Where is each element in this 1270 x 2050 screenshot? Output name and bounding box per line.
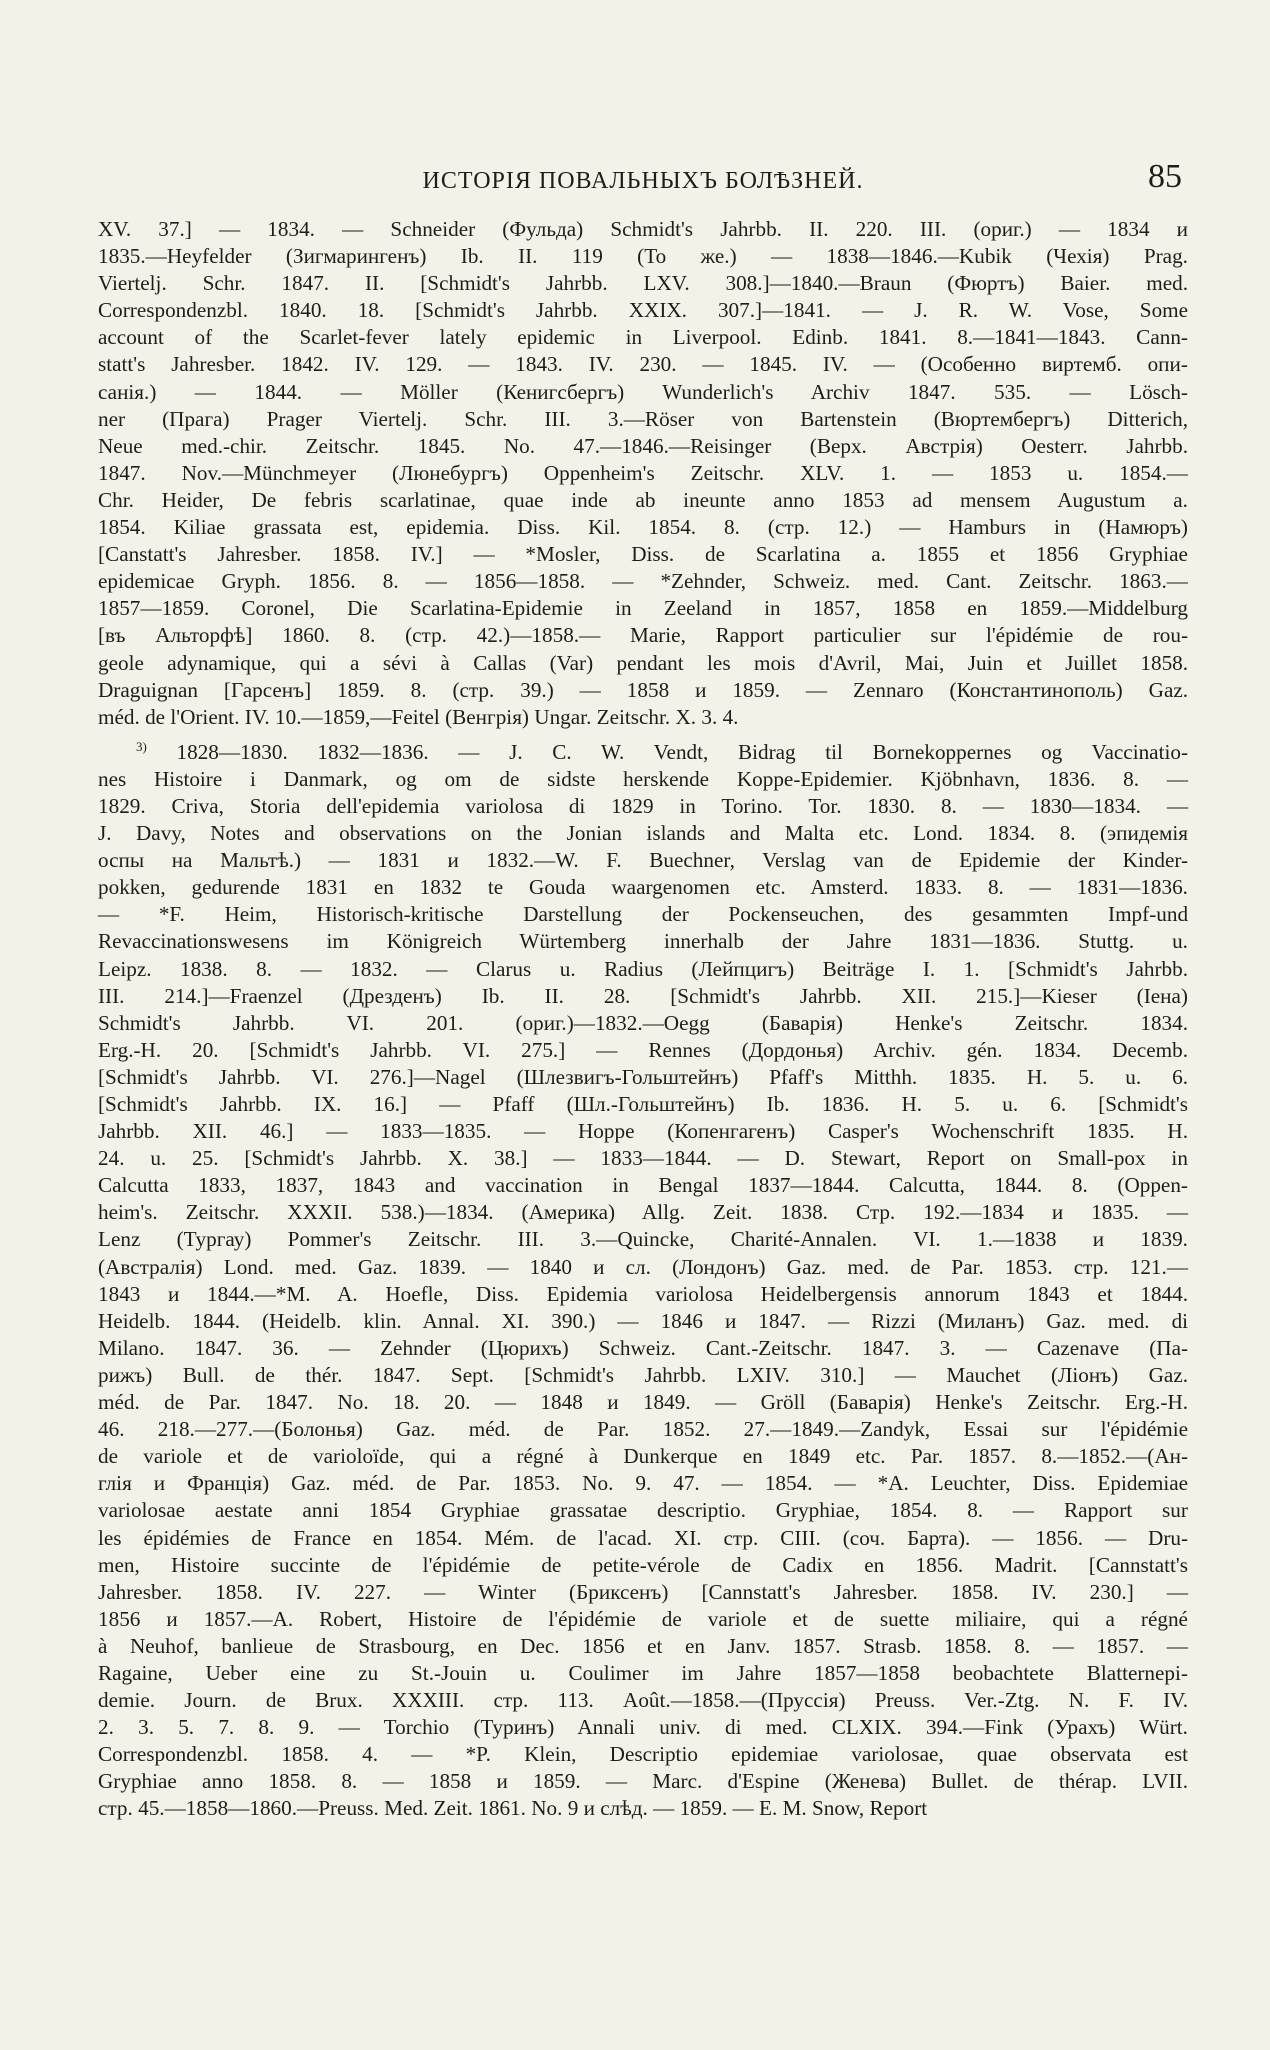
line-text: глія и Франція) Gaz. méd. de Par. 1853. No. 9. 47. — 1854. — *A. Leuchter, Diss. Epidemiae	[98, 1471, 1189, 1496]
line-text: Ragaine, Ueber eine zu St.-Jouin u. Coulimer im Jahre 1857—1858 beobachtete Blatternepi-	[98, 1660, 1188, 1685]
text-line	[98, 1037, 1188, 1064]
line-text: санія.) — 1844. — Möller (Кенигсбергъ) Wunderlich's Archiv 1847. 535. — Lösch-	[98, 379, 1188, 404]
text-line	[98, 595, 1188, 622]
line-text: оспы на Мальтѣ.) — 1831 и 1832.—W. F. Buechner, Verslag van de Epidemie der Kinder-	[98, 848, 1189, 873]
line-text: — *F. Heim, Historisch-kritische Darstellung der Pockenseuchen, des gesammten Impf-und	[98, 902, 1189, 927]
text-line	[98, 379, 1188, 406]
text-line	[98, 216, 1188, 243]
line-text: 2. 3. 5. 7. 8. 9. — Torchio (Туринъ) Annali univ. di med. CLXIX. 394.—Fink (Урахъ) Würt.	[98, 1715, 1188, 1740]
line-text: Erg.-H. 20. [Schmidt's Jahrbb. VI. 275.] — Rennes (Дордонья) Archiv. gén. 1834. Decemb.	[98, 1037, 1189, 1062]
line-text: account of the Scarlet-fever lately epidemic in Liverpool. Edinb. 1841. 8.—1841—1843. Cann-	[98, 325, 1188, 350]
text-line	[98, 324, 1188, 351]
text-line	[98, 351, 1188, 378]
text-line	[98, 1714, 1188, 1741]
line-text: 1847. Nov.—Münchmeyer (Люнебургъ) Oppenheim's Zeitschr. XLV. 1. — 1853 u. 1854.—	[98, 460, 1188, 485]
text-line	[98, 677, 1188, 704]
text-line	[98, 1010, 1188, 1037]
text-line	[98, 1497, 1188, 1524]
text-line	[98, 270, 1188, 297]
line-text: 1835.—Heyfelder (Зигмарингенъ) Ib. II. 119 (То же.) — 1838—1846.—Kubik (Чехія) Prag.	[98, 244, 1188, 269]
line-text: III. 214.]—Fraenzel (Дрезденъ) Ib. II. 28. [Schmidt's Jahrbb. XII. 215.]—Kieser (Іена)	[98, 983, 1188, 1008]
text-line	[98, 847, 1188, 874]
line-text: men, Histoire succinte de l'épidémie de petite-vérole de Cadix en 1856. Madrit. [Cannstatt's	[98, 1552, 1188, 1577]
line-text: Revaccinationswesens im Königreich Würtemberg innerhalb der Jahre 1831—1836. Stuttg. u.	[98, 929, 1188, 954]
text-line	[98, 433, 1188, 460]
text-line	[98, 1254, 1188, 1281]
text-line	[98, 1552, 1188, 1579]
text-line	[98, 406, 1188, 433]
text-line	[98, 1687, 1188, 1714]
text-line	[98, 541, 1188, 568]
footnote-marker: 3)	[136, 738, 147, 754]
text-line	[98, 956, 1188, 983]
text-line	[98, 1281, 1188, 1308]
line-text: méd. de l'Orient. IV. 10.—1859,—Feitel (Венгрія) Ungar. Zeitschr. X. 3. 4.	[98, 704, 739, 729]
line-text: pokken, gedurende 1831 en 1832 te Gouda waargenomen etc. Amsterd. 1833. 8. — 1831—1836.	[98, 875, 1188, 900]
page	[98, 158, 1188, 1823]
text-line	[98, 1741, 1188, 1768]
text-line	[98, 514, 1188, 541]
text-line	[98, 650, 1188, 677]
line-text: Milano. 1847. 36. — Zehnder (Цюрихъ) Schweiz. Cant.-Zeitschr. 1847. 3. — Cazenave (Па-	[98, 1335, 1189, 1360]
line-text: [Canstatt's Jahresber. 1858. IV.] — *Mosler, Diss. de Scarlatina a. 1855 et 1856 Gryphiae	[98, 542, 1188, 567]
line-text: variolosae aestate anni 1854 Gryphiae grassatae descriptio. Gryphiae, 1854. 8. — Rapport sur	[98, 1498, 1188, 1523]
text-line	[98, 1226, 1188, 1253]
line-text: Neue med.-chir. Zeitschr. 1845. No. 47.—1846.—Reisinger (Верх. Австрія) Oesterr. Jahrbb.	[98, 433, 1189, 458]
text-line	[98, 1308, 1188, 1335]
text-line	[98, 622, 1188, 649]
page-number: 85	[1148, 158, 1182, 195]
line-text: nes Histoire i Danmark, og om de sidste herskende Koppe-Epidemier. Kjöbnhavn, 1836. 8. —	[98, 766, 1189, 791]
text-line	[98, 297, 1188, 324]
line-text: Lenz (Тургау) Pommer's Zeitschr. III. 3.—Quincke, Charité-Annalen. VI. 1.—1838 и 1839.	[98, 1227, 1188, 1252]
line-text: 1854. Kiliae grassata est, epidemia. Diss. Kil. 1854. 8. (стр. 12.) — Hamburs in (Намюръ)	[98, 515, 1188, 540]
line-text: Correspondenzbl. 1840. 18. [Schmidt's Jahrbb. XXIX. 307.]—1841. — J. R. W. Vose, Some	[98, 298, 1189, 323]
text-line	[98, 1606, 1188, 1633]
text-line	[98, 460, 1188, 487]
text-line	[98, 983, 1188, 1010]
line-text: Heidelb. 1844. (Heidelb. klin. Annal. XI. 390.) — 1846 и 1847. — Rizzi (Миланъ) Gaz. med. di	[98, 1308, 1189, 1333]
text-line	[98, 1633, 1188, 1660]
line-text: méd. de Par. 1847. No. 18. 20. — 1848 и 1849. — Gröll (Баварія) Henke's Zeitschr. Erg.-H.	[98, 1390, 1189, 1415]
text-line	[98, 1199, 1188, 1226]
text-line	[98, 243, 1188, 270]
text-line	[98, 874, 1188, 901]
line-text: de variole et de varioloïde, qui a régné à Dunkerque en 1849 etc. Par. 1857. 8.—1852.—(Ан-	[98, 1444, 1189, 1469]
text-line	[98, 901, 1188, 928]
line-text: J. Davy, Notes and observations on the Jonian islands and Malta etc. Lond. 1834. 8. (эпидемія	[98, 821, 1189, 846]
running-title: ИСТОРІЯ ПОВАЛЬНЫХЪ БОЛѢЗНЕЙ.	[422, 168, 864, 194]
line-text: demie. Journ. de Brux. XXXIII. стр. 113. Août.—1858.—(Пруссія) Preuss. Ver.-Ztg. N. F. IV.	[98, 1688, 1189, 1713]
line-text: [Schmidt's Jahrbb. IX. 16.] — Pfaff (Шл.-Гольштейнъ) Ib. 1836. H. 5. u. 6. [Schmidt's	[98, 1092, 1188, 1116]
text-line	[98, 1470, 1188, 1497]
text-line	[98, 1579, 1188, 1606]
line-text: [Schmidt's Jahrbb. VI. 276.]—Nagel (Шлезвигъ-Гольштейнъ) Pfaff's Mitthh. 1835. H. 5. u. 6.	[98, 1064, 1188, 1089]
text-line	[98, 568, 1188, 595]
text-line	[98, 1091, 1188, 1118]
text-line	[98, 1795, 927, 1822]
text-line	[98, 1416, 1188, 1443]
line-text: statt's Jahresber. 1842. IV. 129. — 1843. IV. 230. — 1845. IV. — (Особенно виртемб. опи-	[98, 352, 1188, 377]
line-text: à Neuhof, banlieue de Strasbourg, en Dec. 1856 et en Janv. 1857. Strasb. 1858. 8. — 1857. —	[98, 1633, 1188, 1658]
text-line	[98, 1362, 1188, 1389]
text-line	[98, 1660, 1188, 1687]
line-text: geole adynamique, qui a sévi à Callas (Var) pendant les mois d'Avril, Mai, Juin et Juillet 1858.	[98, 650, 1189, 675]
line-text: les épidémies de France en 1854. Mém. de l'acad. XI. стр. CIII. (соч. Барта). — 1856. — Dru-	[98, 1525, 1189, 1550]
text-line	[98, 1172, 1188, 1199]
text-line	[98, 1064, 1188, 1091]
line-text: 1843 и 1844.—*M. A. Hoefle, Diss. Epidemia variolosa Heidelbergensis annorum 1843 et 1844.	[98, 1281, 1189, 1306]
text-line	[98, 766, 1188, 793]
line-text: ner (Прага) Prager Viertelj. Schr. III. 3.—Röser von Bartenstein (Вюртембергъ) Ditterich,	[98, 406, 1188, 431]
text-line	[98, 1443, 1188, 1470]
running-head	[98, 158, 1188, 206]
line-text: Draguignan [Гарсенъ] 1859. 8. (стр. 39.) — 1858 и 1859. — Zennaro (Константинополь) Gaz.	[98, 677, 1189, 702]
paragraph	[98, 216, 1188, 731]
line-text: XV. 37.] — 1834. — Schneider (Фульда) Schmidt's Jahrbb. II. 220. III. (ориг.) — 1834 и	[98, 217, 1189, 241]
text-line	[98, 1389, 1188, 1416]
text-line	[98, 487, 1188, 514]
line-text: Leipz. 1838. 8. — 1832. — Clarus u. Radius (Лейпцигъ) Beiträge I. 1. [Schmidt's Jahrbb.	[98, 956, 1189, 981]
text-line	[98, 1768, 1188, 1795]
line-text: Correspondenzbl. 1858. 4. — *P. Klein, Descriptio epidemiae variolosae, quae observata est	[98, 1742, 1189, 1767]
text-line	[98, 1118, 1188, 1145]
text-line	[98, 928, 1188, 955]
text-line	[98, 1525, 1188, 1552]
line-text: рижъ) Bull. de thér. 1847. Sept. [Schmidt's Jahrbb. LXIV. 310.] — Mauchet (Ліонъ) Gaz.	[98, 1362, 1189, 1387]
text-line	[98, 793, 1188, 820]
line-text: [въ Альторфѣ] 1860. 8. (стр. 42.)—1858.— Marie, Rapport particulier sur l'épidémie de rou-	[98, 623, 1189, 648]
text-line	[98, 1335, 1188, 1362]
line-text: Jahresber. 1858. IV. 227. — Winter (Бриксенъ) [Cannstatt's Jahresber. 1858. IV. 230.] —	[98, 1579, 1189, 1604]
line-text: Jahrbb. XII. 46.] — 1833—1835. — Hoppe (Копенгагенъ) Casper's Wochenschrift 1835. H.	[98, 1119, 1188, 1144]
line-text: 24. u. 25. [Schmidt's Jahrbb. X. 38.] — 1833—1844. — D. Stewart, Report on Small-pox in	[98, 1146, 1188, 1171]
line-text: 1856 и 1857.—A. Robert, Histoire de l'épidémie de variole et de suette miliaire, qui a régné	[98, 1606, 1188, 1631]
line-text: 1828—1830. 1832—1836. — J. C. W. Vendt, Bidrag til Bornekoppernes og Vaccinatio-	[176, 739, 1189, 764]
line-text: heim's. Zeitschr. XXXII. 538.)—1834. (Америка) Allg. Zeit. 1838. Стр. 192.—1834 и 1835. —	[98, 1200, 1189, 1225]
line-text: Calcutta 1833, 1837, 1843 and vaccination in Bengal 1837—1844. Calcutta, 1844. 8. (Oppen-	[98, 1173, 1188, 1198]
line-text: Gryphiae anno 1858. 8. — 1858 и 1859. — Marc. d'Espine (Женева) Bullet. de thérap. LVII.	[98, 1769, 1188, 1794]
body-text	[98, 216, 1188, 1823]
line-text: (Австралія) Lond. med. Gaz. 1839. — 1840 и сл. (Лондонъ) Gaz. med. de Par. 1853. стр. 121.—	[98, 1254, 1189, 1279]
text-line	[98, 739, 1188, 766]
text-line	[98, 704, 738, 731]
line-text: 1857—1859. Coronel, Die Scarlatina-Epidemie in Zeeland in 1857, 1858 en 1859.—Middelburg	[98, 596, 1188, 621]
line-text: стр. 45.—1858—1860.—Preuss. Med. Zeit. 1861. No. 9 и слѣд. — 1859. — E. M. Snow, Report	[98, 1796, 928, 1821]
line-text: 1829. Criva, Storia dell'epidemia variolosa di 1829 in Torino. Tor. 1830. 8. — 1830—1834. —	[98, 793, 1189, 818]
line-text: 46. 218.—277.—(Болонья) Gaz. méd. de Par. 1852. 27.—1849.—Zandyk, Essai sur l'épidémie	[98, 1417, 1189, 1442]
paragraph	[98, 739, 1188, 1823]
line-text: Schmidt's Jahrbb. VI. 201. (ориг.)—1832.—Oegg (Баварія) Henke's Zeitschr. 1834.	[98, 1010, 1189, 1035]
line-text: epidemicae Gryph. 1856. 8. — 1856—1858. — *Zehnder, Schweiz. med. Cant. Zeitschr. 1863.—	[98, 569, 1188, 594]
text-line	[98, 1145, 1188, 1172]
line-text: Chr. Heider, De febris scarlatinae, quae inde ab ineunte anno 1853 ad mensem Augustum a.	[98, 487, 1188, 512]
line-text: Viertelj. Schr. 1847. II. [Schmidt's Jahrbb. LXV. 308.]—1840.—Braun (Фюртъ) Baier. med.	[98, 271, 1189, 296]
text-line	[98, 820, 1188, 847]
